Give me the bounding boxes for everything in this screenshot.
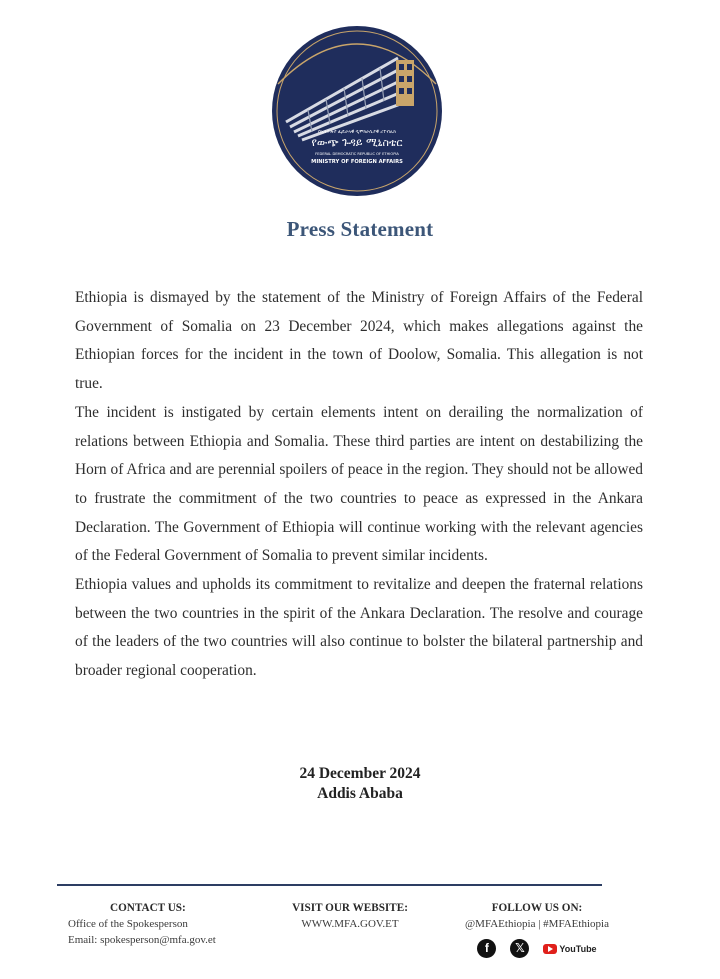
paragraph: Ethiopia values and upholds its commitment to revitalize and deepen the fraternal relations between the two countries in the spirit of the Ankara Declaration. The resolve and courage of the leaders of the two countries will also continue to bolster the bilateral partnership and broader regional cooperation. — [75, 576, 643, 680]
dateline — [0, 764, 720, 804]
facebook-icon[interactable]: f — [477, 939, 496, 958]
youtube-icon — [543, 944, 557, 954]
statement-date: 24 December 2024 — [299, 765, 421, 782]
contact-email[interactable]: Email: spokesperson@mfa.gov.et — [68, 934, 216, 946]
logo-english-line-2: MINISTRY OF FOREIGN AFFAIRS — [311, 159, 403, 165]
logo-english-line-1: FEDERAL DEMOCRATIC REPUBLIC OF ETHIOPIA — [315, 152, 399, 156]
footer-website — [270, 900, 430, 932]
logo-amharic-line-2: የውጭ ጉዳይ ሚኒስቴር — [311, 136, 403, 149]
footer-contact — [68, 900, 248, 948]
footer-divider — [57, 884, 602, 886]
social-icons — [452, 939, 622, 958]
paragraph: The incident is instigated by certain elements intent on derailing the normalization of relations between Ethiopia and Somalia. These third parties are intent on destabilizing the Horn of Africa and are perennial spoilers of peace in the region. They should not be allowed to frustrate the commitment of the two countries to peace as expressed in the Ankara Declaration. The Government of Ethiopia will continue working with the relevant agencies of the Federal Government of Somalia to prevent similar incidents. — [75, 403, 643, 565]
youtube-link[interactable] — [543, 941, 596, 957]
ministry-logo — [268, 24, 446, 199]
contact-office: Office of the Spokesperson — [68, 918, 188, 930]
follow-heading: FOLLOW US ON: — [491, 902, 583, 914]
statement-body — [75, 284, 643, 686]
ministry-seal-icon — [268, 24, 446, 199]
footer-follow — [452, 900, 622, 958]
website-heading: VISIT OUR WEBSITE: — [292, 902, 408, 914]
logo-amharic-line-1: በኢትዮጵያ ፌዴራላዊ ዲሞክራሲያዊ ሪፐብሊክ — [318, 130, 396, 135]
contact-heading: CONTACT US: — [110, 902, 186, 914]
website-link[interactable]: WWW.MFA.GOV.ET — [301, 918, 399, 930]
paragraph: Ethiopia is dismayed by the statement of the Ministry of Foreign Affairs of the Federal Government of Somalia on 23 December 2024, which makes allegations against the Ethiopian forces for the incident in the town of Doolow, Somalia. This allegation is not true. — [75, 289, 643, 393]
youtube-label: YouTube — [559, 943, 597, 954]
page-title: Press Statement — [286, 217, 434, 241]
statement-place: Addis Ababa — [317, 785, 403, 802]
social-handles: @MFAEthiopia | #MFAEthiopia — [465, 918, 609, 930]
x-icon[interactable]: 𝕏 — [510, 939, 529, 958]
